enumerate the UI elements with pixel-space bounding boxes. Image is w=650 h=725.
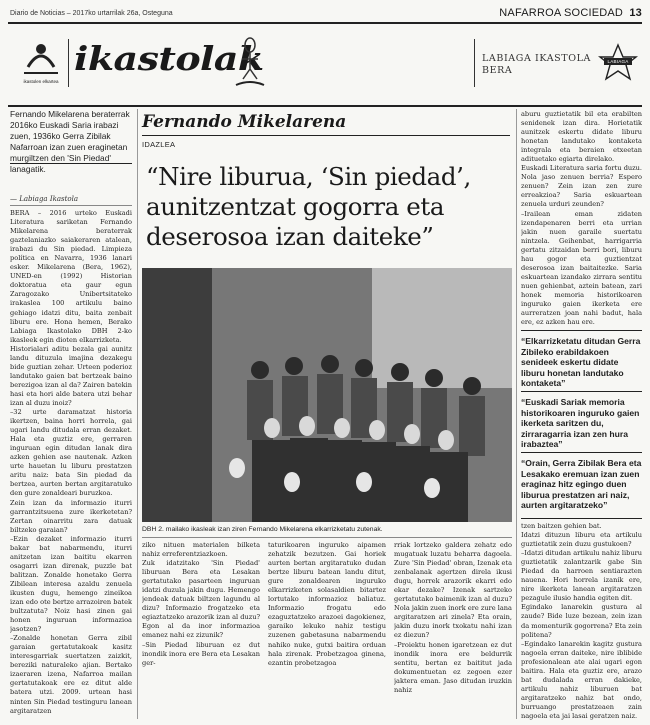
header-rule	[8, 22, 642, 24]
banner	[8, 25, 642, 105]
article-col-2: taturikoaren inguruko aipamen zehatzik bezutzen. Gai horiek aurten bertan argitaratuko dudan bertze liburu batean landu ditut, gure zonaldearen inguruko elkarrizketen solasaldien bitartez lortutako informazioz baliatuz. Informazio frogatu edo ezaguztatzeko arazoei dagokienez, garaiko lekuko nahiz testigu zuzenen gabetasuna nabarmendu nahiko nuke, gutxi baitira orduan hala zirenak. Probetzagoa ginena, ezantin probetzagoa	[268, 541, 386, 667]
section-label	[486, 7, 642, 19]
group-photo-image	[142, 268, 512, 522]
right-column-top: aburu guztietatik bil eta erabilten senidenek izan dira. Horietatik aunitzek eskertu didate liburu honetan landutako kontaketa integrala eta beraien etxeetan adituetako egiarta direlako. Euskadi Literatura saria fortu duzu. Nola jaso zenuen berria? Espero zenuen? Zein izan zen zure erreakzioa? Saria eskuartean zenuela urduri zeunden? –Irailean eman zidaten izendapenaren berri eta urrian jakin nuen garaile suertatu nintzela. Geihenbat, harrigarria gertatu zitzaidan berri bori, liburu hau gogor eta guztientzat deserosoa izan baitaitezke. Saria eskuartean izandako zirrara sentitu nuen gehienbat, aztein batean, zari honek memoria historikoaren inguruko gaien ikerketa ere aurreratzen joan nahi badut, hala ere, ez azken hau ere.	[521, 110, 642, 327]
school-name: LABIAGA IKASTOLA BERA	[482, 53, 591, 76]
ikastolen-elkartea-icon	[20, 37, 62, 77]
sidebar-separator	[137, 109, 138, 719]
group-photo	[142, 268, 512, 522]
logo-org-text: ikastolen elkartea	[23, 79, 59, 84]
ikastolen-elkartea-logo	[20, 37, 62, 87]
banner-bottom-rule	[8, 105, 642, 107]
sidebar-body: BERA – 2016 urteko Euskadi Literatura sariketan Fernando Mikelarena beraterrak gaztelaniazko saiakeraren atalean, irabazi du Sin piedad. Limpieza política en Navarra, 1936 lanari esker. Mikelarena (Bera, 1962), UNED-en (1992) Historian doktoratua eta gaur egun Zaragozako Unibertsitateko irakaslea 100 artikulu baino gehiago idatzi ditu, baita zenbait liburu ere. Hona hemen, Berako Labiaga Ikastolako DBH 2-ko ikasleek egin dioten elkarrizketa. Historialari aditu bezala gai aunitz landu dituzula imajina dezakegu bide guztian zehar. Urteen poderioz landutako gaien bat bertzeak baino berezigoa izan al da? Zairen batekin hasi eta hori alde batera utzi behar izan al duzu inoiz? –32 urte daramatzat historia ikertzen, baina horri horrela, gai ugari landu ditudala erran dezaket. Hala eta guztiz ere, gerraren inguruan egin ditudan lanak dira azken gehien ase nautenak. Azken urte hauetan lu liburu prestatzen aritu naiz: bata Sin piedad da bertzea, aurten bertan argitaratuko den gure zonaldeari buruzkoa. Zein izan da informazio iturri garrantzitsuena zure ikerketetan? Zertan oinarritu zara datuak biltzeko garaian? –Ezin dezaket informazio iturri bakar bat nabarmendu, iturri anitzetan izan baititu ekarren osagarri izan direnak, puzzle bat balitzan. Zonalde honetako Gerra Zibilean interesa azaldu zenuela ikusten dugu, hemengo zineikoa izan edo ote bertze arrazoiren batek bultzatuta? Noiz hasi zinen gai honen inguruan informazioa jasotzen? –Zonalde honetan Gerra zibil garaian gertatutakoak kasitz interesgarriak suertatzen zaizkit, bereziki naturaleko ajian. Bertako izaeraren izena, Nafarroa mailan gertatutakoak ere ez ditut alde batera utzi. 2009. urtean hasi ninten Sin Piedad testinguru lanean argitaratzen	[10, 209, 132, 715]
right-column-separator	[516, 109, 517, 719]
badge-label: LABIAGA	[607, 59, 629, 64]
right-bottom-rule	[521, 518, 642, 519]
right-column-bottom: tzen baitzen gehien bat. Idatzi dituzun liburu eta artikulu guztietatik zein duzu gustukoen? –Idatzi ditudan artikulu nahiz liburu guztietatik zalantzarik gabe Sin Piedad da harroen sentiarazten nauena. Hori horrela izanik ere, nire ikerketa lanean argitaratzen pezagule ilusio handia egiten dit. Egindako lanarekin gustura al zaude? Bide luze bezean, zein izan da momenturik gogorrena? Eta zein politena? –Egindako lanarekin kagitz gustura nagoela erran daiteke, nire iblibide profesionalean ate alai ugari egon baitira. Hala eta guztiz ere, arazo bat dudalada erran dakieke, artikulu nahiz liburuen bat argitaratzeko nahiz bat ondo, burruango prestatzeaen zain nagoela eta jai lasai geratzen naiz.	[521, 522, 642, 720]
pullquote1-rule	[521, 330, 642, 331]
sidebar-lead: Fernando Mikelarena beraterrak 2016ko Euskadi Saria irabazi zuen, 1936ko Gerra Zibilak Nafarroan izan zuen eraginetan murgiltzen den 'Sin Piedad' lanagatik.	[10, 109, 130, 174]
photo-caption: DBH 2. mailako ikasleak izan ziren Fernando Mikelarena elkarrizketatu zutenak.	[142, 526, 383, 533]
figure-logo	[230, 35, 270, 89]
school-badge	[598, 43, 638, 87]
pullquote-2: “Euskadi Sariak memoria historikoaren inguruko gaien ikerketa saritzen du, zirraragarria izan zen hura irabaztea”	[521, 397, 640, 450]
section-name: NAFARROA SOCIEDAD	[499, 7, 624, 19]
sidebar-byline	[10, 195, 132, 203]
byline-text: Labiaga Ikastola	[19, 195, 79, 203]
sidebar-lead-rule	[10, 163, 132, 164]
byline-dash: —	[10, 195, 20, 203]
article-role: IDAZLEA	[142, 140, 176, 149]
caption-rule	[142, 537, 512, 538]
article-author: Fernando Mikelarena	[142, 112, 347, 132]
pullquote-3: “Orain, Gerra Zibilak Bera eta Lesakako eremuan izan zuen eraginaz hitz egingo duen liburua prestatzen ari naiz, aurten argitaratzeko”	[521, 458, 642, 511]
page-number: 13	[629, 7, 642, 19]
article-headline: “Nire liburua, ‘Sin piedad’, aunitzentzat gogorra eta deserosoa izan daiteke”	[146, 162, 471, 251]
star-badge-icon	[598, 43, 638, 87]
figure-icon	[230, 35, 270, 89]
pullquote2-rule	[521, 391, 642, 392]
article-col-1: ziko nituen materialen bilketa nahiz erreferentziazkoen. Zuk idatzitako 'Sin Piedad' liburuan Bera eta Lesakan gertatutako pasarteen inguruan idatzi duzula jakin dugu. Hemengo jendeak datuak biltzen lagundu al dizu? Informazio frogatzeko eta egiaztatzeko arazorik izan al duzu? Egon al da inor informazioa emanez nahi ez zizunik? –Sin Piedad liburuan ez dut inondik inora ere Bera eta Lesakan ger-	[142, 541, 260, 667]
sidebar-byline-rule	[10, 205, 132, 206]
banner-title: ikastolak	[74, 39, 264, 78]
pullquote-1: “Elkarrizketatu ditudan Gerra Zibileko erabildakoen senideek eskertu didate liburu honetan landutako kontaketa”	[521, 336, 641, 389]
banner-divider-right	[474, 39, 475, 87]
pullquote3-rule	[521, 452, 642, 453]
author-rule	[142, 135, 510, 136]
newspaper-dateline: Diario de Noticias – 2017ko urtarrilak 26a, Osteguna	[10, 10, 173, 17]
banner-divider	[68, 39, 69, 87]
article-col-3: rriak lortzeko galdera zehatz edo mugatuak luzatu beharra dagoela. Zure 'Sin Piedad' obran, Izenak eta zenbalanak agertzen direla ikusi dugu, horrek arazorik ekarri edo ekar dezake? Izenak sartzeko gertatutako baimenik izan al duzu? Nola jakin zuen inork ere zure lana argitaratzen ari zinela? Eta orain, jakin duzu inork txokatu nahi izan ez diezun? –Proiektu honen igaretzean ez dut inondik inora ere beldurrik sentitu, bertan ez baititut jada dokumentuetan ez zegoen ezer jaktera eman. Jaso ditudan iruzkin nahiz	[394, 541, 512, 694]
